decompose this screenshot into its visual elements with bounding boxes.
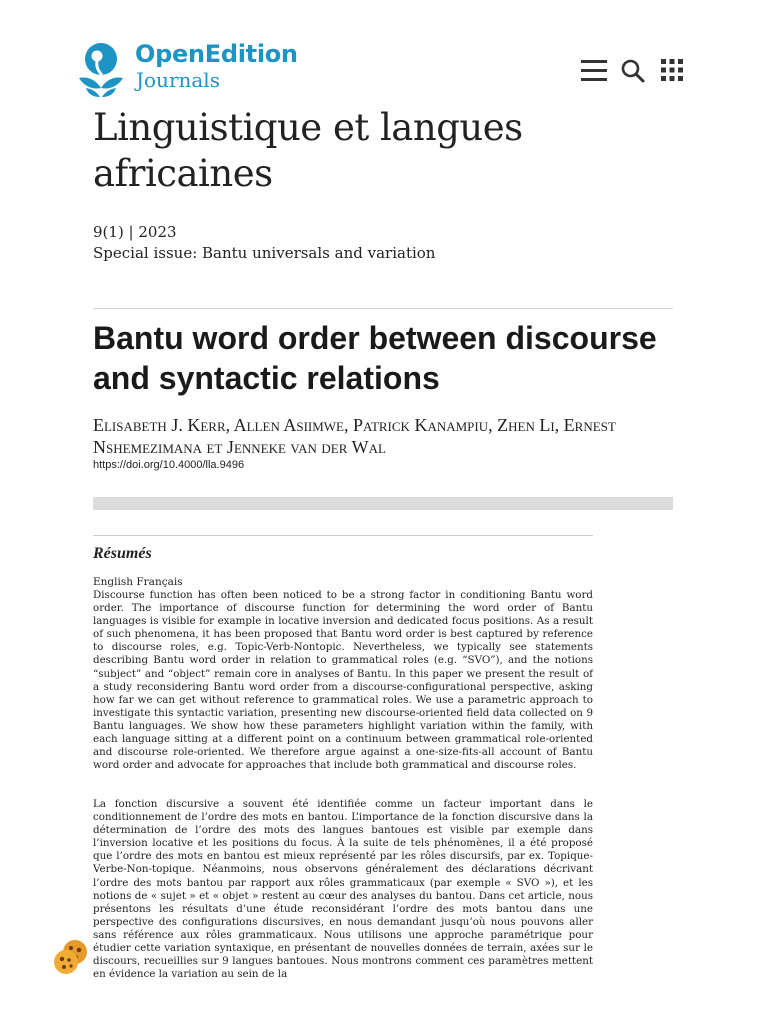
openedition-flower-icon <box>76 42 128 98</box>
abstract-french: La fonction discursive a souvent été identifiée comme un facteur important dans le conditionnement de l’ordre des mots en bantou. L’importance de la fonction discursive dans la détermination de l’ordre des mots des langues bantoues est visible par exemple dans l’inversion locative et les positions du focus. À la suite de tels phénomènes, il a été proposé que l’ordre des mots en bantou est mieux représenté par les rôles discursifs, par ex. Topique-Verbe-Non-topique. Néanmoins, nous observons généralement des déclarations décrivant l’ordre des mots bantou par rapport aux rôles grammaticaux (par exemple « SVO »), et les notions de « sujet » et « objet » restent au cœur des analyses du bantou. Dans cet article, nous présentons les résultats d’une étude reconsidérant l’ordre des mots bantou dans une perspective des configurations discursives, en nous demandant jusqu’où nous pouvons aller sans référence aux rôles grammaticaux. Nous utilisons une approche paramétrique pour étudier cette variation syntaxique, en présentant de nouvelles données de terrain, axées sur le discours, recueillies sur 9 langues bantoues. Nous montrons comment ces paramètres mettent en évidence la variation au sein de la <box>93 798 593 981</box>
menu-icon[interactable] <box>578 58 610 84</box>
issue-number[interactable]: 9(1) | 2023 <box>93 223 177 241</box>
lang-english-link[interactable]: English <box>93 576 134 588</box>
header-nav <box>578 58 688 84</box>
doi-link[interactable]: https://doi.org/10.4000/lla.9496 <box>93 459 245 471</box>
logo-openedition-text: OpenEdition <box>135 40 298 68</box>
language-switch <box>93 576 183 589</box>
article-authors[interactable]: Elisabeth J. Kerr, Allen Asiimwe, Patrick Kanampiu, Zhen Li, Ernest Nshemezimana et Jenneke van der Wal <box>93 415 616 457</box>
abstracts-heading: Résumés <box>93 545 152 562</box>
search-icon[interactable] <box>620 58 646 84</box>
divider <box>93 535 593 536</box>
apps-grid-icon[interactable] <box>660 58 686 84</box>
journal-title[interactable]: Linguistique et langues africaines <box>93 106 523 195</box>
issue-info <box>93 222 435 264</box>
gray-banner-bar <box>93 497 673 510</box>
abstract-english: Discourse function has often been noticed to be a strong factor in conditioning Bantu word order. The importance of discourse function for determining the word order of Bantu languages is visible for example in locative inversion and dedicated focus positions. As a result of such phenomena, it has been proposed that Bantu word order is best captured by reference to discourse roles, e.g. Topic-Verb-Nontopic. Nevertheless, we typically see statements describing Bantu word order in relation to grammatical roles (e.g. “SVO”), and the notions “subject” and “object” remain core in analyses of Bantu. In this paper we present the result of a study reconsidering Bantu word order from a discourse-configurational perspective, asking how far we can get without reference to grammatical roles. We use a parametric approach to investigate this syntactic variation, presenting new discourse-oriented field data collected on 9 Bantu languages. We show how these parameters highlight variation within the family, with each language sitting at a different point on a continuum between grammatical role-oriented and discourse role-oriented. We therefore argue against a one-size-fits-all account of Bantu word order and advocate for approaches that include both grammatical and discourse roles. <box>93 589 593 772</box>
logo-journals-text: Journals <box>136 68 220 92</box>
divider <box>93 308 673 309</box>
special-issue-title[interactable]: Special issue: Bantu universals and variation <box>93 244 436 262</box>
site-header <box>0 0 768 110</box>
cookie-icon[interactable] <box>52 938 90 976</box>
article-title: Bantu word order between discourse and syntactic relations <box>93 320 657 396</box>
openedition-journals-logo[interactable] <box>76 40 306 100</box>
lang-french-link[interactable]: Français <box>136 576 183 588</box>
